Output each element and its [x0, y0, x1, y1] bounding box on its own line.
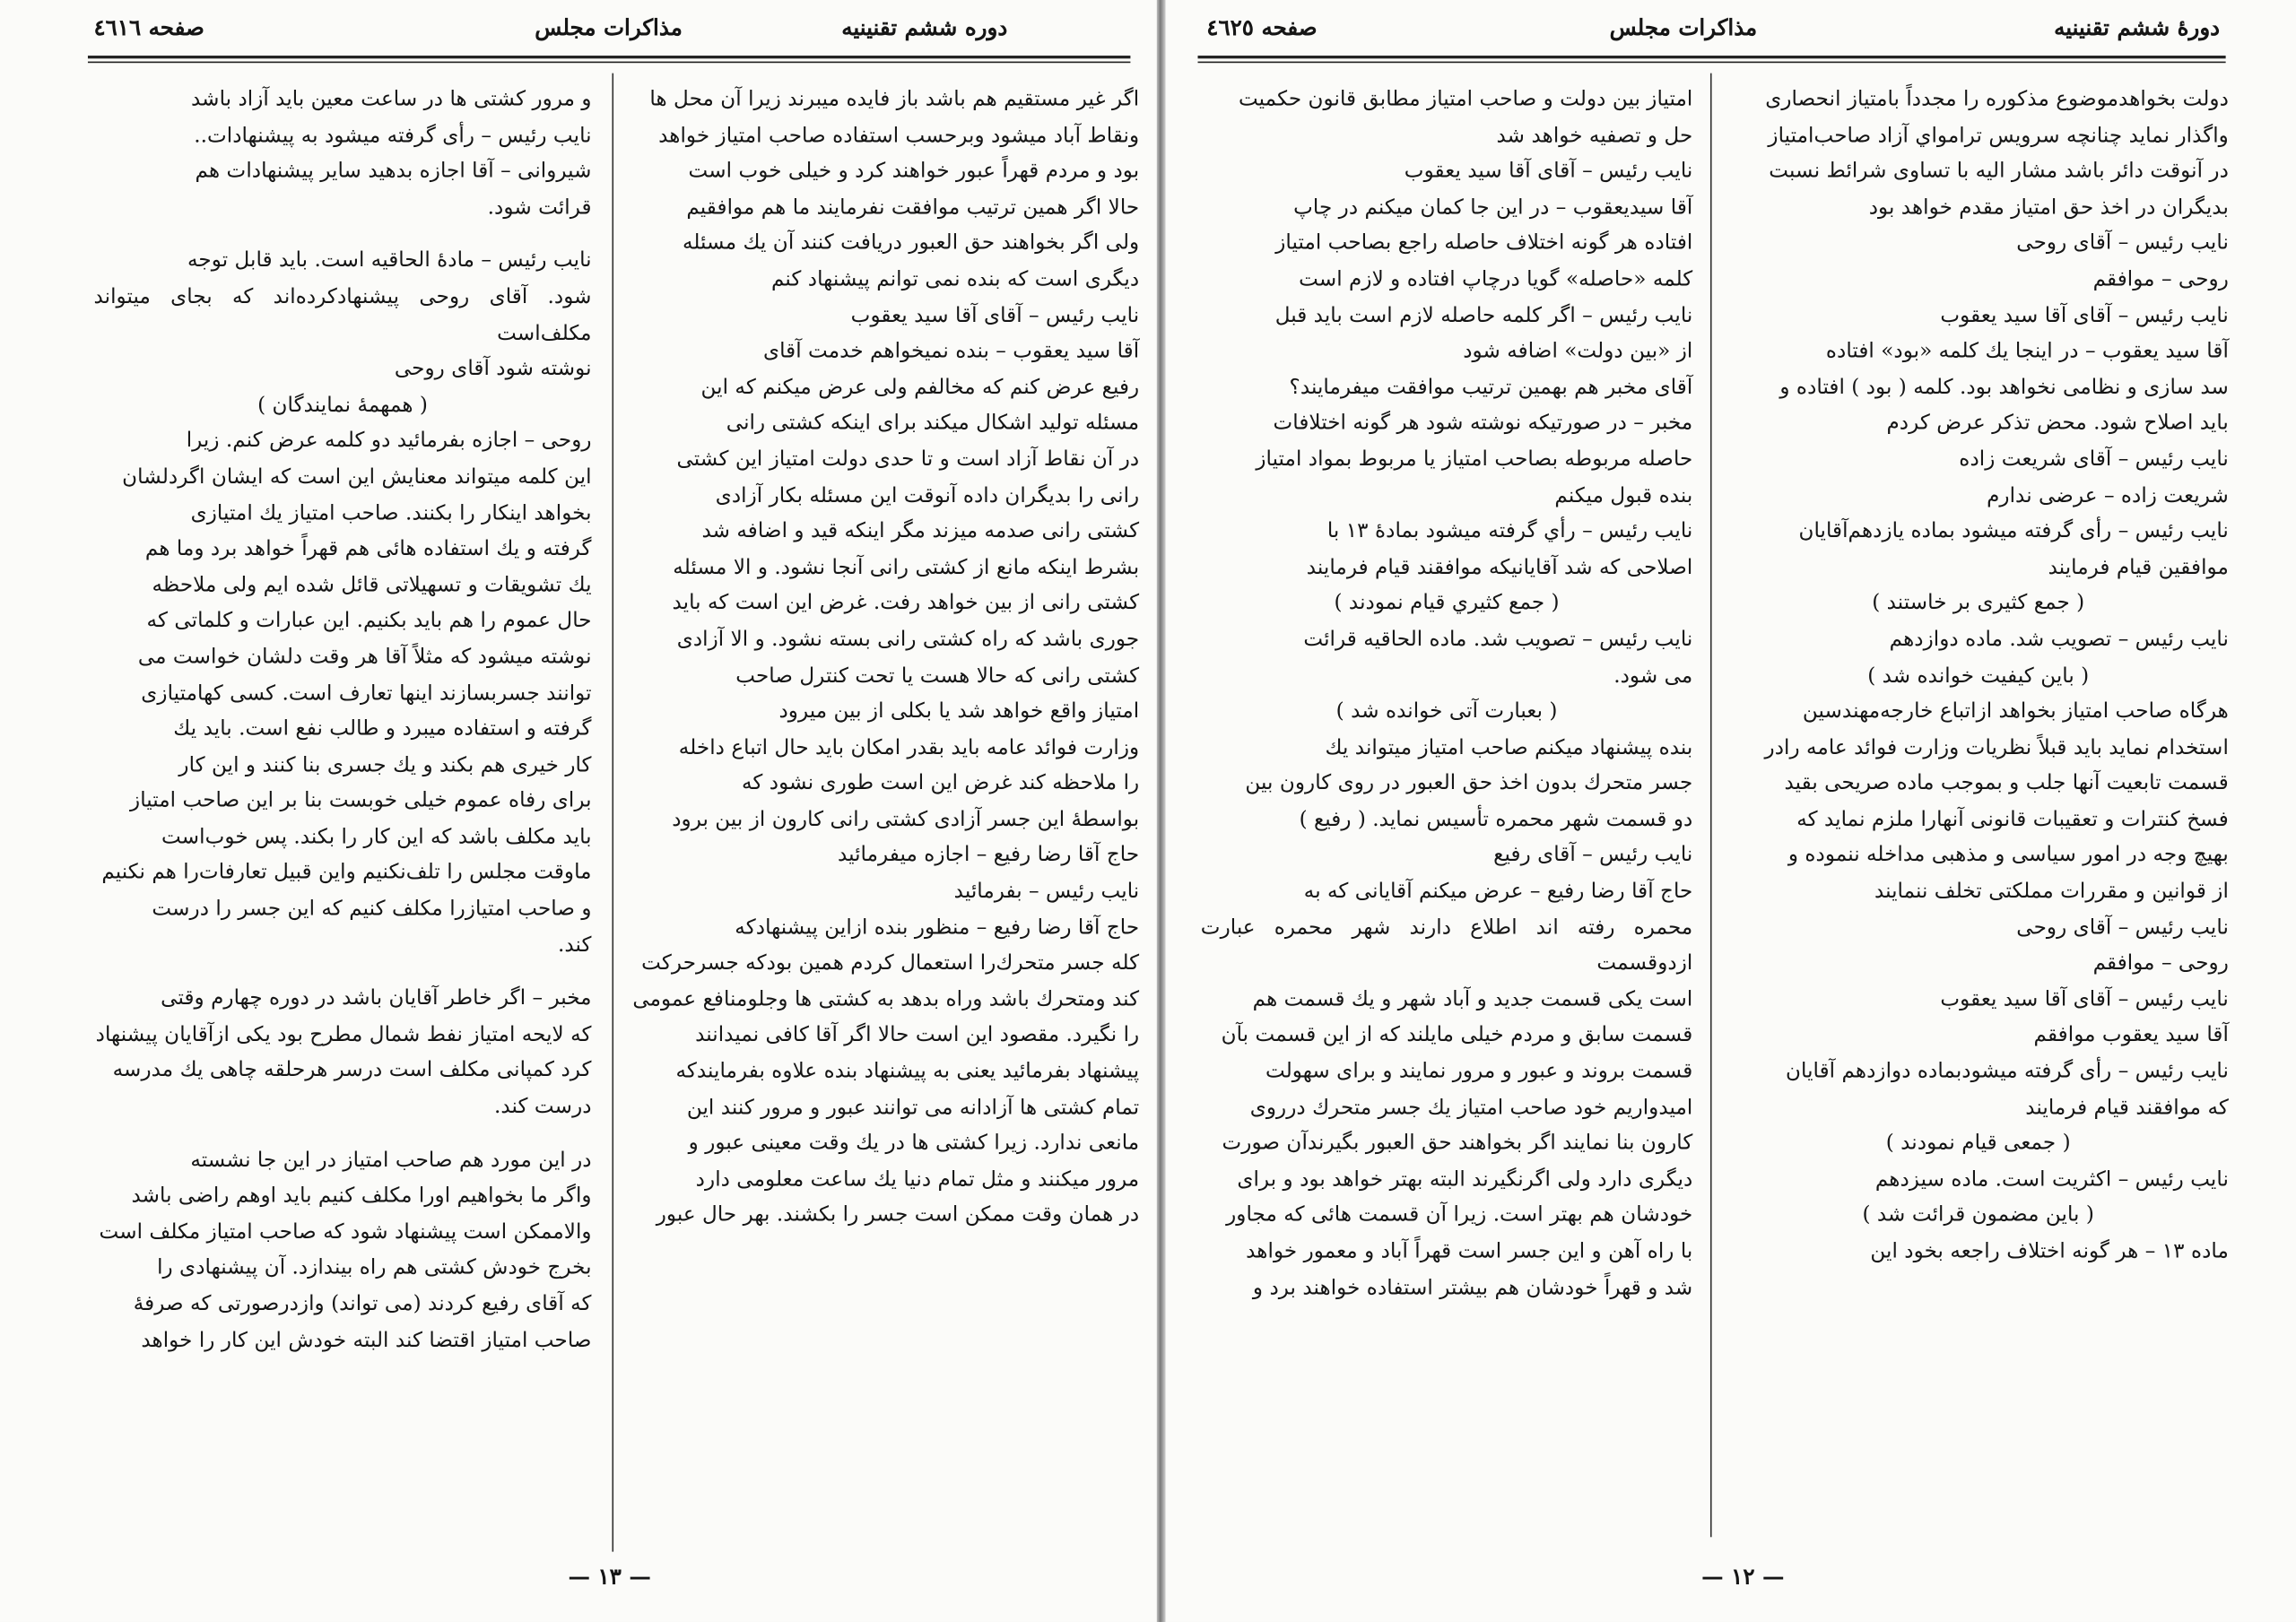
- text-line: واگذار نماید چنانچه سرویس ترامواي آزاد صاحب‌امتیاز: [1768, 124, 2229, 148]
- text-line: مخبر – در صورتیکه نوشته شود هر گونه اختلافات: [1273, 412, 1693, 436]
- text-line: کار خیری هم بکند و یك جسری بنا کنند و این کار: [178, 753, 592, 777]
- text-line: نایب رئیس – رأی گرفته میشود بماده یازدهم‌آقایان: [1798, 519, 2229, 543]
- text-line: رفیع عرض کنم که مخالفم ولی عرض میکنم که این: [700, 376, 1140, 400]
- text-line: آقا سید یعقوب – بنده نمیخواهم خدمت آقای: [762, 340, 1140, 364]
- text-line: و مرور کشتی ها در ساعت معین باید آزاد باشد: [191, 87, 592, 112]
- text-line: کند ومتحرك باشد وراه بدهد به کشتی ها وجلومنافع عمومی: [632, 987, 1140, 1011]
- text-line: سد سازی و نظامی نخواهد بود. کلمه ( بود ) افتاده و: [1779, 376, 2229, 400]
- text-line: بخواهد اینکار را بکنند. صاحب امتیاز یك امتیازی: [190, 501, 592, 525]
- text-line: نایب رئیس – آقای رفیع: [1493, 844, 1693, 868]
- right-header-rule: [1198, 56, 2226, 58]
- text-line: امتیاز بین دولت و صاحب امتیاز مطابق قانون حکمیت: [1238, 87, 1693, 112]
- text-line: در این مورد هم صاحب امتیاز در این جا نشسته: [190, 1149, 592, 1173]
- text-line: بدیگران در اخذ حق امتیاز مقدم خواهد بود: [1868, 195, 2229, 220]
- text-line: دولت بخواهدموضوع مذکوره را مجدداً بامتیاز انحصاری: [1765, 87, 2229, 112]
- text-line: آقا سیدیعقوب – در این جا کمان میکنم در چاپ: [1293, 195, 1693, 220]
- text-line: حل و تصفیه خواهد شد: [1496, 124, 1693, 148]
- text-line: بواسطهٔ این جسر آزادی کشتی رانی کارون از بین برود: [672, 808, 1140, 832]
- left-header-title: مذاکرات مجلس: [535, 14, 683, 41]
- text-line: نایب رئیس – بفرمائید: [953, 880, 1140, 904]
- text-line: شیروانی – آقا اجازه بدهید سایر پیشنهادات هم: [195, 160, 592, 184]
- text-line: روحی – موافقم: [2092, 951, 2229, 976]
- text-line: آقا سید یعقوب – در اینجا یك کلمه «بود» افتاده: [1825, 340, 2229, 364]
- right-page-column-left: [1201, 82, 1693, 1305]
- right-header-title: مذاکرات مجلس: [1609, 14, 1758, 41]
- text-line: استخدام نماید باید قبلاً نظریات وزارت فوائد عامه رادر: [1764, 735, 2229, 759]
- text-line: روحی – اجازه بفرمائید دو کلمه عرض کنم. زیرا: [186, 429, 592, 454]
- text-line: رانی را بدیگران داده آنوقت این مسئله بکار آزادی: [715, 483, 1140, 507]
- text-line: گرفته و استفاده میبرد و طالب نفع است. باید یك: [173, 717, 592, 742]
- text-line: شد و قهراً خودشان هم بیشتر استفاده خواهند برد و: [1252, 1276, 1693, 1300]
- right-page: [1166, 0, 2296, 1622]
- text-line: نایب رئیس – رأی گرفته میشودبماده دوازدهم آقایان: [1786, 1060, 2229, 1084]
- text-line: که لایحه امتیاز نفط شمال مطرح بود یکی ازآقایان پیشنهاد: [95, 1022, 592, 1047]
- text-line: از «بین دولت» اضافه شود: [1463, 340, 1693, 364]
- text-line: برای رفاه عموم خیلی خوبست بنا بر این صاحب امتیاز: [130, 789, 592, 813]
- text-line: شود. آقای روحی پیشنهادکرده‌اند که بجای میتواند مکلف‌است: [93, 285, 592, 345]
- text-line: موافقین قیام فرمایند: [2048, 555, 2229, 580]
- text-line: حال عموم را هم باید بکنیم. این عبارات و کلماتی که: [146, 609, 592, 633]
- text-line: ( جمع کثیری بر خاستند ): [1872, 592, 2085, 616]
- text-line: نایب رئیس – آقای روحی: [2016, 915, 2229, 940]
- right-header-rule-thin: [1198, 62, 2226, 64]
- text-line: نایب رئیس – آقای آقا سید یعقوب: [1940, 303, 2229, 327]
- text-line: نایب رئیس – اگر کلمه حاصله لازم است باید قبل: [1274, 303, 1693, 327]
- text-line: نایب رئیس – تصویب شد. ماده الحاقیه قرائت: [1303, 628, 1693, 652]
- text-line: درست کند.: [494, 1095, 592, 1119]
- text-line: توانند جسربسازند اینها تعارف است. کسی کهامتیازی: [141, 681, 592, 706]
- text-line: را نگیرد. مقصود این است حالا اگر آقا کافی نمیدانند: [695, 1023, 1140, 1048]
- text-line: ماده ١٣ – هر گونه اختلاف راجعه بخود این: [1870, 1239, 2229, 1263]
- text-line: این کلمه میتواند معنایش این است که ایشان اگردلشان: [122, 465, 592, 490]
- text-line: بشرط اینکه مانع از کشتی رانی آنجا نشود. و الا مسئله: [673, 555, 1140, 580]
- text-line: کشتی رانی صدمه میزند مگر اینکه قید و اضافه شد: [701, 519, 1140, 543]
- text-line: حاج آقا رضا رفیع – عرض میکنم آقایانی که به: [1303, 880, 1693, 904]
- text-line: نایب رئیس – آقای آقا سید یعقوب: [1940, 987, 2229, 1011]
- text-line: نایب رئیس – مادهٔ الحاقیه است. باید قابل توجه: [187, 249, 592, 273]
- text-line: یك تشویقات و تسهیلاتی قائل شده ایم ولی ملاحظه: [152, 573, 592, 597]
- text-line: فسخ کنترات و تعقیبات قانونی آنهارا ملزم نماید که: [1796, 808, 2229, 832]
- text-line: در همان وقت ممکن است جسر را بکشند. بهر حال عبور: [656, 1203, 1140, 1227]
- text-line: والاممکن است پیشنهاد شود که صاحب امتیاز مکلف است: [99, 1220, 592, 1245]
- text-line: ( جمعی قیام نمودند ): [1885, 1132, 2071, 1156]
- text-line: بهیچ وجه در امور سیاسی و مذهبی مداخله ننموده و: [1787, 844, 2229, 868]
- left-header-page: صفحه ٤٦١٦: [93, 14, 204, 41]
- text-line: نایب رئیس – آقای روحی: [2016, 231, 2229, 256]
- text-line: قسمت سابق و مردم خیلی مایلند که از این قسمت بآن: [1221, 1023, 1693, 1048]
- text-line: تمام کشتی ها آزادانه می توانند عبور و مرور کنند این: [686, 1096, 1140, 1120]
- text-line: کشتی رانی که حالا هست یا تحت کنترل صاحب: [735, 664, 1140, 688]
- text-line: که آقای رفیع کردند (می تواند) وازدرصورتی که صرفهٔ: [133, 1292, 592, 1316]
- left-header-session: دوره ششم تقنینیه: [841, 14, 1008, 41]
- text-line: خودشان هم بهتر است. زیرا آن قسمت هائی که مجاور: [1226, 1203, 1693, 1227]
- book-gutter: [1157, 0, 1166, 1622]
- paragraph-spacer: [93, 1125, 591, 1143]
- text-line: قسمت تابعیت آنها جلب و بموجب ماده صریحی بقید: [1784, 771, 2229, 795]
- text-line: باید اصلاح شود. محض تذکر عرض کردم: [1886, 412, 2229, 436]
- text-line: شریعت زاده – عرضی ندارم: [1987, 483, 2229, 507]
- text-line: امیدواریم خود صاحب امتیاز یك جسر متحرك درروی: [1249, 1096, 1693, 1120]
- right-header-session: دورهٔ ششم تقنینیه: [2054, 14, 2221, 41]
- text-line: قرائت شود.: [487, 195, 592, 220]
- text-line: صاحب امتیاز اقتضا کند البته خودش این کار را خواهد: [141, 1328, 592, 1352]
- text-line: نایب رئیس – آقای شریعت زاده: [1959, 447, 2229, 472]
- text-line: باید مکلف باشد که این کار را بکند. پس خوب‌است: [161, 825, 592, 849]
- text-line: از قوانین و مقررات مملکتی تخلف ننمایند: [1874, 880, 2229, 904]
- text-line: ماوقت مجلس را تلف‌نکنیم واین قبیل تعارفات‌را هم نکنیم: [101, 861, 592, 885]
- text-line: آقا سید یعقوب موافقم: [2033, 1023, 2229, 1048]
- text-line: حاج آقا رضا رفیع – اجازه میفرمائید: [837, 844, 1140, 868]
- text-line: نایب رئیس – آقای آقا سید یعقوب: [850, 303, 1140, 327]
- text-line: قسمت بروند و عبور و مرور نمایند و برای سهولت: [1265, 1060, 1693, 1084]
- text-line: دو قسمت شهر محمره تأسیس نماید. ( رفیع ): [1299, 808, 1693, 832]
- text-line: آقای مخبر هم بهمین ترتیب موافقت میفرمایند؟: [1289, 376, 1693, 400]
- left-column-divider: [612, 74, 613, 1552]
- text-line: نوشته شود آقای روحی: [394, 357, 592, 381]
- text-line: جوری باشد که راه کشتی رانی بسته نشود. و الا آزادی: [676, 628, 1140, 652]
- text-line: بنده قبول میکنم: [1554, 483, 1693, 507]
- text-line: ( بعبارت آتی خوانده شد ): [1335, 699, 1558, 724]
- text-line: حالا اگر همین ترتیب موافقت نفرمایند ما هم موافقیم: [686, 195, 1140, 220]
- right-page-header: [1198, 12, 2223, 49]
- text-line: بود و مردم قهراً عبور خواهند کرد و خیلی خوب است: [688, 160, 1140, 184]
- text-line: کلمه «حاصله» گویا درچاپ افتاده و لازم است: [1299, 267, 1693, 291]
- left-page-column-right: [630, 82, 1139, 1234]
- text-line: ( جمع کثیري قیام نمودند ): [1334, 592, 1560, 616]
- text-line: ( باین کیفیت خوانده شد ): [1867, 664, 2090, 688]
- right-column-divider: [1710, 74, 1712, 1538]
- right-page-number: — ١٢ —: [1701, 1563, 1785, 1591]
- text-line: نایب رئیس – تصویب شد. ماده دوازدهم: [1889, 628, 2229, 652]
- text-line: کشتی رانی از بین خواهد رفت. غرض این است که باید: [672, 592, 1140, 616]
- paragraph-spacer: [93, 964, 591, 982]
- text-line: حاج آقا رضا رفیع – منظور بنده ازاین پیشنهادکه: [735, 915, 1140, 940]
- text-line: ( باین مضمون قرائت شد ): [1862, 1203, 2094, 1227]
- text-line: مسئله تولید اشکال میکند برای اینکه کشتی رانی: [726, 412, 1140, 436]
- text-line: را ملاحظه کند غرض این است طوری نشود که: [741, 771, 1140, 795]
- text-line: مخبر – اگر خاطر آقایان باشد در دوره چهارم وقتی: [161, 986, 592, 1010]
- paragraph-spacer: [93, 226, 591, 244]
- text-line: می شود.: [1613, 664, 1693, 688]
- text-line: دیگری است که بنده نمی توانم پیشنهاد کنم: [770, 267, 1140, 291]
- text-line: افتاده هر گونه اختلاف حاصله راجع بصاحب امتیاز: [1275, 231, 1693, 256]
- text-line: ( همهمهٔ نمایندگان ): [257, 393, 428, 417]
- text-line: محمره رفته اند اطلاع دارند شهر محمره عبارت ازدوقسمت: [1200, 915, 1693, 976]
- text-line: بنده پیشنهاد میکنم صاحب امتیاز میتواند یك: [1325, 735, 1693, 759]
- text-line: اصلاحی که شد آقایانیکه موافقند قیام فرمایند: [1306, 555, 1693, 580]
- text-line: ونقاط آباد میشود وبرحسب استفاده صاحب امتیاز خواهد: [658, 124, 1140, 148]
- text-line: کله جسر متحرك‌را استعمال کردم همین بودکه جسرحرکت: [641, 951, 1140, 976]
- text-line: و صاحب امتیازرا مکلف کنیم که این جسر را درست: [152, 897, 592, 922]
- text-line: هرگاه صاحب امتیاز بخواهد ازاتباع خارجه‌مهندسین: [1802, 699, 2229, 724]
- text-line: حاصله مربوطه بصاحب امتیاز یا مربوط بمواد امتیاز: [1256, 447, 1693, 472]
- text-line: نوشته میشود که مثلاً آقا هر وقت دلشان خواست می: [137, 645, 592, 669]
- left-page-number: — ١٣ —: [568, 1563, 651, 1591]
- text-line: دیگری دارد ولی اگرنگیرند البته بهتر خواهد بود و برای: [1237, 1167, 1693, 1192]
- left-page-header: [88, 12, 1127, 49]
- text-line: با راه آهن و این جسر است قهراً آباد و معمور خواهد: [1246, 1239, 1693, 1263]
- text-line: نایب رئیس – رأی گرفته میشود به پیشنهادات..: [194, 124, 592, 148]
- text-line: روحی – موافقم: [2092, 267, 2229, 291]
- text-line: واگر ما بخواهیم اورا مکلف کنیم باید اوهم راضی باشد: [131, 1184, 592, 1209]
- left-header-rule: [88, 56, 1130, 58]
- right-page-column-right: [1728, 82, 2229, 1270]
- text-line: مانعی ندارد. زیرا کشتی ها در یك وقت معینی عبور و: [688, 1132, 1140, 1156]
- text-line: کند.: [558, 933, 592, 958]
- left-page-column-left: [93, 82, 591, 1358]
- text-line: در آنوقت دائر باشد مشار الیه با تساوی شرائط نسبت: [1769, 160, 2229, 184]
- right-header-page: صفحه ٤٦٢٥: [1206, 14, 1318, 41]
- text-line: در آن نقاط آزاد است و تا حدی دولت امتیاز این کشتی: [676, 447, 1140, 472]
- left-header-rule-thin: [88, 62, 1130, 64]
- text-line: بخرج خودش کشتی هم راه بیندازد. آن پیشنهادی را: [157, 1256, 592, 1280]
- text-line: جسر متحرك بدون اخذ حق العبور در روی کارون بین: [1245, 771, 1693, 795]
- text-line: نایب رئیس – اکثریت است. ماده سیزدهم: [1874, 1167, 2229, 1192]
- text-line: مرور میکنند و مثل تمام دنیا یك ساعت معلومی دارد: [695, 1167, 1140, 1192]
- text-line: وزارت فوائد عامه باید بقدر امکان باید حال اتباع داخله: [678, 735, 1140, 759]
- text-line: کارون بنا نمایند اگر بخواهند حق العبور بگیرندآن صورت: [1222, 1132, 1693, 1156]
- text-line: نایب رئیس – رأي گرفته میشود بمادهٔ ١٣ با: [1326, 519, 1693, 543]
- text-line: ولی اگر بخواهند حق العبور دریافت کنند آن یك مسئله: [682, 231, 1140, 256]
- text-line: اگر غیر مستقیم هم باشد باز فایده میبرند زیرا آن محل ها: [649, 87, 1140, 112]
- text-line: کرد کمپانی مکلف است درسر هرحلقه چاهی یك مدرسه: [112, 1059, 592, 1083]
- text-line: است یکی قسمت جدید و آباد شهر و یك قسمت هم: [1252, 987, 1693, 1011]
- text-line: گرفته و یك استفاده هائی هم قهراً خواهد برد وما هم: [144, 537, 592, 561]
- text-line: پیشنهاد بفرمائید یعنی به پیشنهاد بنده علاوه بفرمایندکه: [675, 1060, 1140, 1084]
- text-line: امتیاز واقع خواهد شد یا بکلی از بین میرود: [778, 699, 1140, 724]
- text-line: که موافقند قیام فرمایند: [2025, 1096, 2229, 1120]
- text-line: نایب رئیس – آقای آقا سید یعقوب: [1404, 160, 1693, 184]
